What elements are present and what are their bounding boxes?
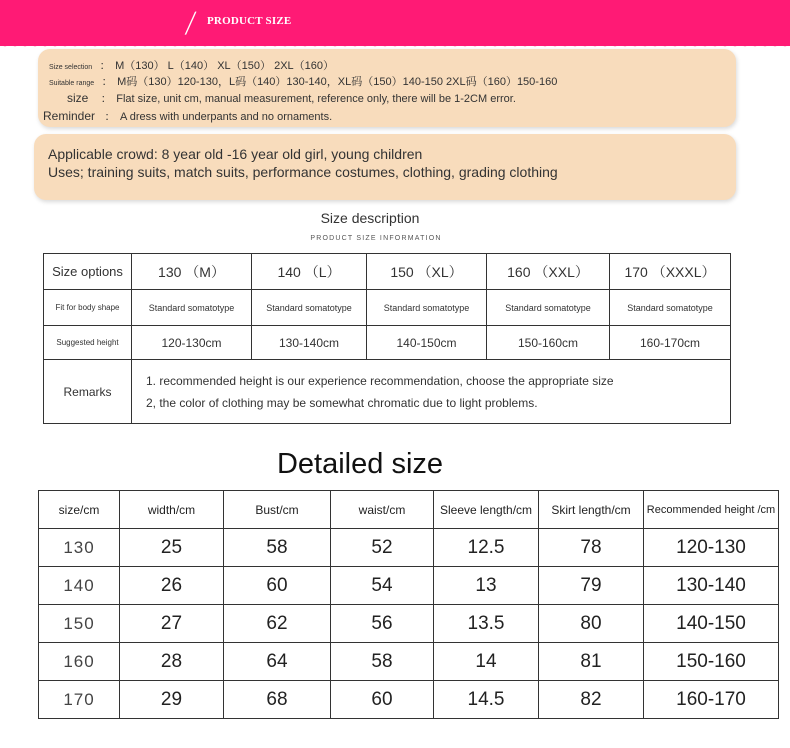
size-info-box xyxy=(38,49,736,127)
suitable-range-value: M码（130）120-130，L码（140）130-140，XL码（150）140-150 2XL码（160）150-160 xyxy=(117,76,558,88)
table-row xyxy=(39,681,779,719)
height-cell: 120-130cm xyxy=(132,326,252,360)
height-cell: 150-160cm xyxy=(487,326,610,360)
size-options-label: Size options xyxy=(44,254,132,290)
size-option-170: 170 （XXXL） xyxy=(610,254,731,290)
size-description-subtitle: PRODUCT SIZE INFORMATION xyxy=(310,235,442,242)
size-option-140: 140 （L） xyxy=(252,254,367,290)
cell-height: 130-140 xyxy=(644,567,779,605)
detailed-size-title: Detailed size xyxy=(276,448,444,480)
detailed-size-header-row xyxy=(39,491,779,529)
cell-waist: 54 xyxy=(331,567,434,605)
size-options-row xyxy=(44,254,731,290)
cell-skirt: 81 xyxy=(539,643,644,681)
cell-skirt: 79 xyxy=(539,567,644,605)
table-row xyxy=(39,529,779,567)
cell-sleeve: 14 xyxy=(434,643,539,681)
body-shape-row xyxy=(44,290,731,326)
cell-bust: 58 xyxy=(224,529,331,567)
body-shape-cell: Standard somatotype xyxy=(252,290,367,326)
table-row xyxy=(39,605,779,643)
cell-height: 150-160 xyxy=(644,643,779,681)
size-note-label: size xyxy=(67,91,89,105)
cell-bust: 68 xyxy=(224,681,331,719)
cell-sleeve: 13 xyxy=(434,567,539,605)
page-title: PRODUCT SIZE xyxy=(207,15,292,27)
body-shape-cell: Standard somatotype xyxy=(132,290,252,326)
body-shape-label: Fit for body shape xyxy=(44,290,132,326)
header-skirt-length: Skirt length/cm xyxy=(539,491,644,529)
table-row xyxy=(39,643,779,681)
remarks-cell xyxy=(132,360,731,424)
cell-waist: 52 xyxy=(331,529,434,567)
cell-size: 130 xyxy=(39,529,120,567)
size-note-row: size ： Flat size, unit cm, manual measurement, reference only, there will be 1-2CM error. xyxy=(67,91,516,105)
header-bust: Bust/cm xyxy=(224,491,331,529)
remarks-label: Remarks xyxy=(44,360,132,424)
height-cell: 140-150cm xyxy=(367,326,487,360)
body-shape-cell: Standard somatotype xyxy=(487,290,610,326)
table-row xyxy=(39,567,779,605)
header-recommended-height: Recommended height /cm xyxy=(644,491,779,529)
reminder-value: A dress with underpants and no ornaments. xyxy=(119,111,333,123)
cell-skirt: 82 xyxy=(539,681,644,719)
body-shape-cell: Standard somatotype xyxy=(610,290,731,326)
applicable-crowd-text: Applicable crowd: 8 year old -16 year old girl, young children xyxy=(48,146,423,162)
header-width: width/cm xyxy=(120,491,224,529)
cell-width: 27 xyxy=(120,605,224,643)
cell-bust: 62 xyxy=(224,605,331,643)
suitable-range-label: Suitable range xyxy=(49,80,95,87)
cell-waist: 58 xyxy=(331,643,434,681)
size-option-130: 130 （M） xyxy=(132,254,252,290)
cell-size: 150 xyxy=(39,605,120,643)
remark-1: 1. recommended height is our experience recommendation, choose the appropriate size xyxy=(146,373,614,388)
cell-skirt: 80 xyxy=(539,605,644,643)
remark-2: 2, the color of clothing may be somewhat chromatic due to light problems. xyxy=(146,395,538,410)
uses-text: Uses; training suits, match suits, performance costumes, clothing, grading clothing xyxy=(48,164,558,180)
cell-height: 120-130 xyxy=(644,529,779,567)
cell-waist: 60 xyxy=(331,681,434,719)
header-bar xyxy=(0,0,790,46)
size-option-160: 160 （XXL） xyxy=(487,254,610,290)
height-cell: 130-140cm xyxy=(252,326,367,360)
cell-size: 170 xyxy=(39,681,120,719)
cell-height: 140-150 xyxy=(644,605,779,643)
cell-height: 160-170 xyxy=(644,681,779,719)
size-note-value: Flat size, unit cm, manual measurement, reference only, there will be 1-2CM error. xyxy=(116,93,516,105)
cell-width: 26 xyxy=(120,567,224,605)
cell-sleeve: 13.5 xyxy=(434,605,539,643)
size-description-table xyxy=(43,253,731,424)
reminder-row: Reminder ： A dress with underpants and no ornaments. xyxy=(43,109,333,123)
size-option-150: 150 （XL） xyxy=(367,254,487,290)
reminder-label: Reminder xyxy=(43,109,96,123)
suitable-range-row: Suitable range ： M码（130）120-130，L码（140）130-140，XL码（150）140-150 2XL码（160）150-160 xyxy=(49,76,558,88)
size-selection-label: Size selection xyxy=(49,64,93,71)
size-selection-value: M（130） L（140） XL（150） 2XL（160） xyxy=(115,60,334,72)
cell-bust: 60 xyxy=(224,567,331,605)
cell-width: 28 xyxy=(120,643,224,681)
cell-waist: 56 xyxy=(331,605,434,643)
cell-width: 29 xyxy=(120,681,224,719)
slash-decoration: / xyxy=(183,6,198,39)
detailed-size-table xyxy=(38,490,779,719)
suggested-height-row xyxy=(44,326,731,360)
cell-size: 140 xyxy=(39,567,120,605)
suggested-height-label: Suggested height xyxy=(44,326,132,360)
header-waist: waist/cm xyxy=(331,491,434,529)
applicable-crowd-box xyxy=(34,134,736,200)
size-selection-row: Size selection ： M（130） L（140） XL（150） 2XL（160） xyxy=(49,60,334,72)
cell-sleeve: 14.5 xyxy=(434,681,539,719)
size-description-title: Size description xyxy=(320,210,420,226)
cell-sleeve: 12.5 xyxy=(434,529,539,567)
cell-bust: 64 xyxy=(224,643,331,681)
body-shape-cell: Standard somatotype xyxy=(367,290,487,326)
header-sleeve-length: Sleeve length/cm xyxy=(434,491,539,529)
header-size: size/cm xyxy=(39,491,120,529)
remarks-row xyxy=(44,360,731,424)
cell-width: 25 xyxy=(120,529,224,567)
cell-size: 160 xyxy=(39,643,120,681)
cell-skirt: 78 xyxy=(539,529,644,567)
height-cell: 160-170cm xyxy=(610,326,731,360)
